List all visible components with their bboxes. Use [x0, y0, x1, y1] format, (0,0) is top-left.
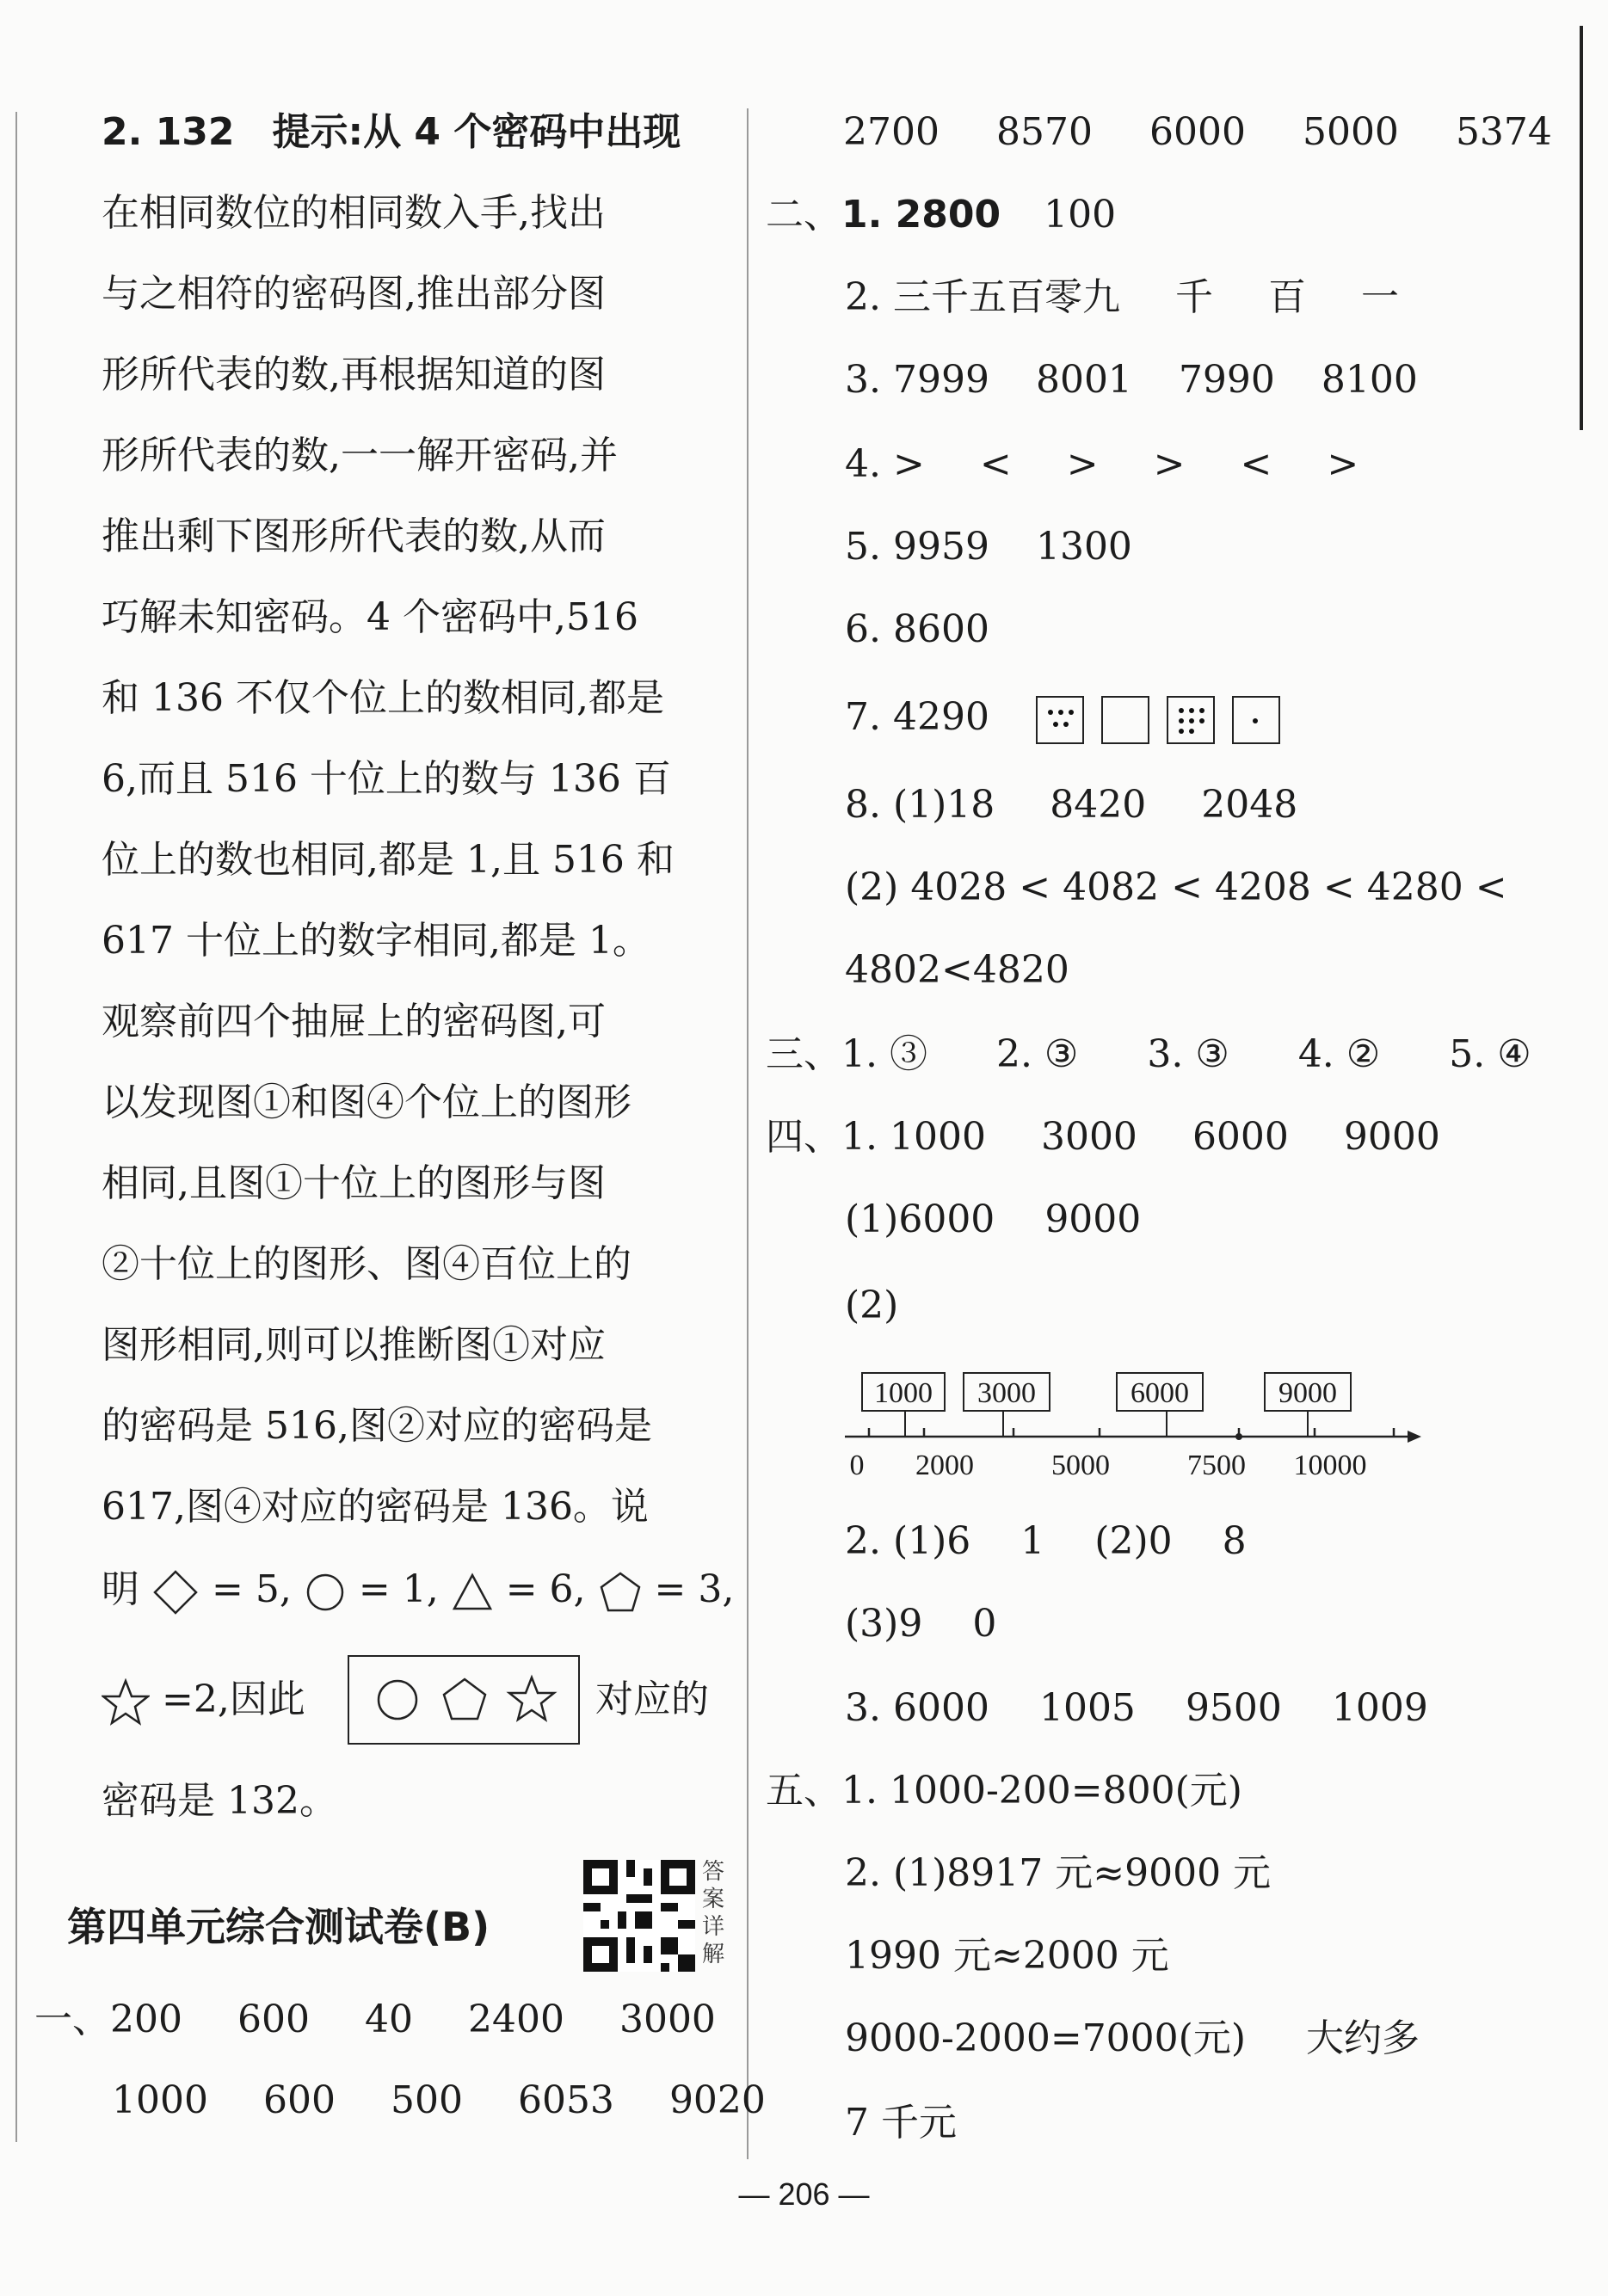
- left-line-15: ②十位上的图形、图④百位上的: [102, 1242, 631, 1286]
- shape-equation-line: 明 = 5, = 1, = 6, = 3,: [102, 1566, 734, 1616]
- left-line-9: 6,而且 516 十位上的数与 136 百: [102, 757, 671, 801]
- circle-icon: [379, 1681, 416, 1719]
- tick-label: 7500: [1187, 1450, 1246, 1481]
- star-line-suffix: 对应的: [595, 1677, 709, 1721]
- sec2-q4: 4. > < > > < >: [845, 442, 1359, 486]
- left-line-5: 形所代表的数,一一解开密码,并: [102, 434, 618, 477]
- sec2-q3: 3. 7999 8001 7990 8100: [845, 358, 1418, 402]
- left-line-7: 巧解未知密码。4 个密码中,516: [102, 595, 638, 639]
- column-divider: [747, 108, 749, 2159]
- sec2-q8c: 4802<4820: [845, 948, 1069, 992]
- arrow-icon: [1408, 1431, 1421, 1443]
- sec5-q2c: 9000-2000=7000(元) 大约多: [845, 2016, 1420, 2060]
- box-label: 6000: [1131, 1377, 1189, 1409]
- sec1-row2: 1000 600 500 6053 9020: [112, 2078, 766, 2122]
- sec4-q1a: (1)6000 9000: [845, 1197, 1142, 1241]
- password-answer-box: [348, 1655, 580, 1745]
- box-label: 1000: [874, 1377, 933, 1409]
- sec2-q5: 5. 9959 1300: [845, 525, 1132, 569]
- star-icon: [509, 1677, 554, 1720]
- pentagon-icon: [444, 1679, 485, 1719]
- right-edge-mark: [1580, 26, 1583, 430]
- left-line-3: 与之相符的密码图,推出部分图: [102, 272, 606, 316]
- dice-nine-icon: [1167, 696, 1215, 744]
- sec2-q6: 6. 8600: [845, 607, 989, 651]
- sec5-q2a: 2. (1)8917 元≈9000 元: [845, 1851, 1272, 1895]
- right-row0: 2700 8570 6000 5000 5374: [843, 110, 1552, 154]
- section-heading: 第四单元综合测试卷(B): [67, 1904, 490, 1950]
- page-number: — 206 —: [738, 2176, 870, 2212]
- diamond-icon: [151, 1568, 200, 1616]
- left-line-1: 2. 132 提示:从 4 个密码中出现: [102, 110, 681, 154]
- sec4-q3: 3. 6000 1005 9500 1009: [845, 1686, 1428, 1730]
- circle-icon: [304, 1571, 347, 1614]
- sec4-q1b: (2): [845, 1283, 899, 1327]
- left-line-10: 位上的数也相同,都是 1,且 516 和: [102, 838, 675, 882]
- left-line-2: 在相同数位的相同数入手,找出: [102, 191, 606, 235]
- left-line-6: 推出剩下图形所代表的数,从而: [102, 514, 606, 558]
- tick-label: 2000: [915, 1450, 974, 1481]
- sec2-q8b: (2) 4028 < 4082 < 4208 < 4280 <: [845, 865, 1507, 909]
- sec1-row1: 一、200 600 40 2400 3000: [34, 1997, 716, 2041]
- left-line-11: 617 十位上的数字相同,都是 1。: [102, 919, 650, 963]
- box-label: 9000: [1278, 1377, 1337, 1409]
- sec5-q1: 五、1. 1000-200=800(元): [766, 1769, 1242, 1813]
- empty-box-icon: [1101, 696, 1149, 744]
- dice-five-icon: [1036, 696, 1084, 744]
- star-icon: [102, 1678, 150, 1727]
- left-line-13: 以发现图①和图④个位上的图形: [102, 1080, 631, 1124]
- sec3: 三、1. ③ 2. ③ 3. ③ 4. ② 5. ④: [766, 1032, 1531, 1076]
- sec4-q2b: (3)9 0: [845, 1602, 997, 1646]
- pentagon-icon: [598, 1570, 643, 1615]
- label-boxes: [862, 1373, 1351, 1411]
- sec5-q2b: 1990 元≈2000 元: [845, 1934, 1169, 1978]
- box-label: 3000: [977, 1377, 1036, 1409]
- sec2-q1: 二、1. 2800 100: [766, 193, 1117, 237]
- sec2-q2: 2. 三千五百零九 千 百 一: [845, 275, 1399, 319]
- triangle-icon: [451, 1571, 494, 1614]
- point-7500: [1235, 1433, 1242, 1440]
- answer-shapes: [349, 1657, 578, 1743]
- left-line-8: 和 136 不仅个位上的数相同,都是: [102, 676, 664, 720]
- left-line-14: 相同,且图①十位上的图形与图: [102, 1161, 606, 1205]
- tick-label: 10000: [1293, 1450, 1367, 1481]
- tick-label: 0: [849, 1450, 865, 1481]
- star-line: =2,因此: [102, 1676, 305, 1727]
- qr-code-icon[interactable]: [583, 1860, 695, 1972]
- left-last-line: 密码是 132。: [102, 1779, 337, 1823]
- tick-marks: [869, 1428, 1394, 1437]
- sec4-q2a: 2. (1)6 1 (2)0 8: [845, 1519, 1247, 1563]
- left-line-17: 的密码是 516,图②对应的密码是: [102, 1404, 652, 1448]
- left-line-12: 观察前四个抽屉上的密码图,可: [102, 1000, 606, 1043]
- tick-label: 5000: [1051, 1450, 1110, 1481]
- dice-one-icon: [1232, 696, 1280, 744]
- sec2-q8a: 8. (1)18 8420 2048: [845, 783, 1298, 827]
- left-line-16: 图形相同,则可以推断图①对应: [102, 1323, 606, 1367]
- sec4-q1: 四、1. 1000 3000 6000 9000: [766, 1115, 1440, 1159]
- qr-label: 答案详解: [702, 1859, 725, 1967]
- left-line-18: 617,图④对应的密码是 136。说: [102, 1485, 649, 1529]
- left-line-4: 形所代表的数,再根据知道的图: [102, 353, 606, 397]
- sec5-q2d: 7 千元: [845, 2101, 957, 2145]
- number-line: [843, 1368, 1428, 1497]
- sec2-q7: 7. 4290: [845, 693, 1285, 744]
- left-margin-line: [15, 112, 17, 2142]
